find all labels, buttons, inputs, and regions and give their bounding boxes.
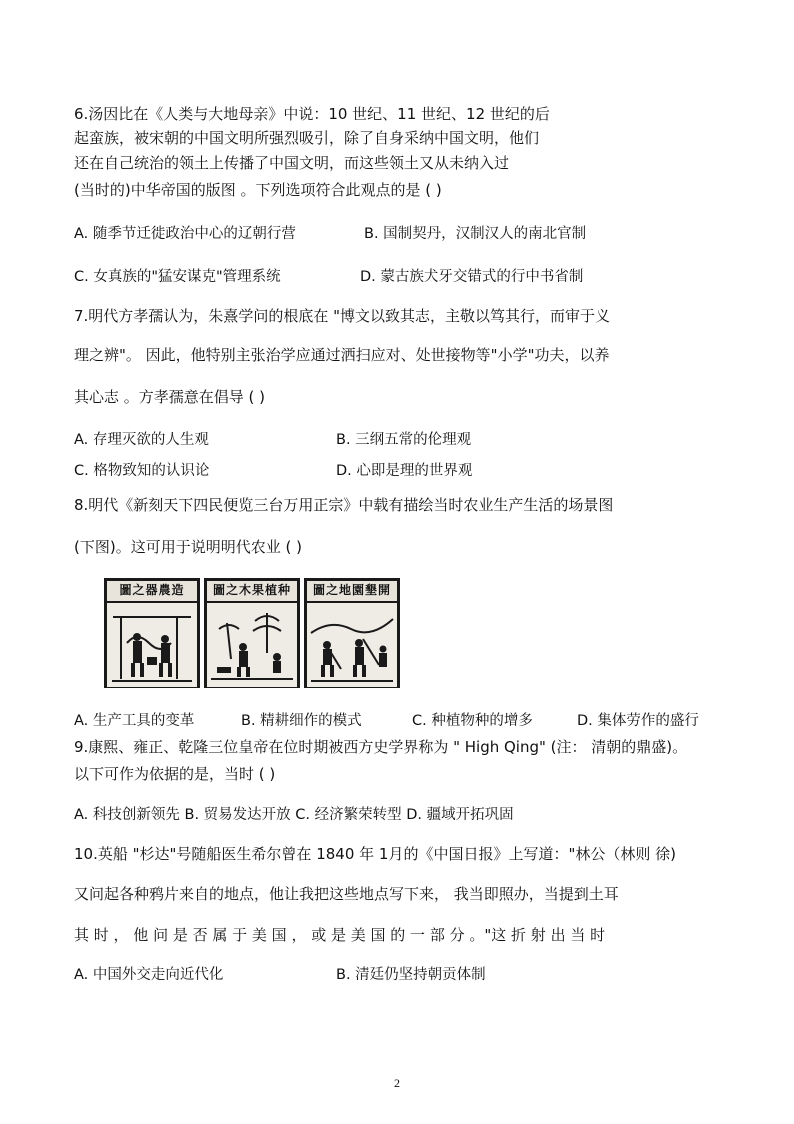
panel-title-tools: 圖之器農造 (107, 581, 197, 603)
q6-option-c[interactable]: C. 女真族的"猛安谋克"管理系统 (74, 269, 281, 285)
q10-option-a[interactable]: A. 中国外交走向近代化 (74, 967, 224, 983)
q6-line-1: 6.汤因比在《人类与大地母亲》中说：10 世纪、11 世纪、12 世纪的后 (74, 105, 550, 123)
q6-option-b[interactable]: B. 国制契丹，汉制汉人的南北官制 (364, 226, 587, 242)
q10-option-b[interactable]: B. 清廷仍坚持朝贡体制 (336, 967, 486, 983)
q8-option-a[interactable]: A. 生产工具的变革 (74, 713, 195, 729)
q8-option-b[interactable]: B. 精耕细作的模式 (241, 713, 362, 729)
planting-trees-illustration (207, 603, 297, 687)
q7-option-c[interactable]: C. 格物致知的认识论 (74, 463, 210, 479)
q6-option-d[interactable]: D. 蒙古族犬牙交错式的行中书省制 (360, 269, 584, 285)
q6-line-3: 还在自己统治的领土上传播了中国文明，而这些领土又从未纳入过 (74, 154, 510, 172)
panel-title-reclaiming: 圖之地園墾開 (307, 581, 397, 603)
page-number: 2 (394, 1076, 400, 1090)
q7-line-3: 其心志 。方孝孺意在倡导 ( ) (74, 388, 266, 406)
q6-line-4: (当时的)中华帝国的版图 。下列选项符合此观点的是 ( ) (74, 181, 442, 199)
q7-line-1: 7.明代方孝孺认为，朱熹学问的根底在 "博文以致其志，主敬以笃其行，而审于义 (74, 307, 610, 325)
q9-line-1: 9.康熙、雍正、乾隆三位皇帝在位时期被西方史学界称为 " High Qing" (注： 清朝的鼎盛)。 (74, 738, 688, 756)
woodblock-panel-planting (204, 578, 300, 688)
q10-line-1: 10.英船 "杉达"号随船医生希尔曾在 1840 年 1月的《中国日报》上写道："林公（林则 徐) (74, 845, 676, 863)
q7-option-d[interactable]: D. 心即是理的世界观 (336, 463, 473, 479)
woodblock-panel-tools (104, 578, 200, 688)
q8-line-2: (下图)。这可用于说明明代农业 ( ) (74, 538, 302, 556)
q6-option-a[interactable]: A. 随季节迁徙政治中心的辽朝行营 (74, 226, 296, 242)
reclaiming-land-illustration (307, 603, 397, 687)
q8-option-d[interactable]: D. 集体劳作的盛行 (577, 713, 699, 729)
woodblock-panel-reclaiming (304, 578, 400, 688)
q8-line-1: 8.明代《新刻天下四民便览三台万用正宗》中载有描绘当时农业生产生活的场景图 (74, 496, 614, 514)
q7-line-2: 理之辨"。 因此，他特别主张治学应通过洒扫应对、处世接物等"小学"功夫，以养 (74, 346, 610, 364)
q6-line-2: 起蛮族，被宋朝的中国文明所强烈吸引，除了自身采纳中国文明，他们 (74, 129, 540, 147)
q7-option-b[interactable]: B. 三纲五常的伦理观 (336, 432, 472, 448)
q9-line-2: 以下可作为依据的是，当时 ( ) (74, 765, 276, 783)
q7-option-a[interactable]: A. 存理灭欲的人生观 (74, 432, 209, 448)
q8-option-c[interactable]: C. 种植物种的增多 (412, 713, 533, 729)
q10-line-3: 其 时 ， 他 问 是 否 属 于 美 国 ， 或 是 美 国 的 一 部 分 。"这 折 射 出 当 时 (74, 926, 606, 944)
q10-line-2: 又问起各种鸦片来自的地点，他让我把这些地点写下来， 我当即照办，当提到土耳 (74, 885, 619, 903)
panel-title-planting: 圖之木果植种 (207, 581, 297, 603)
farm-tools-illustration (107, 603, 197, 687)
q9-options[interactable]: A. 科技创新领先 B. 贸易发达开放 C. 经济繁荣转型 D. 疆域开拓巩固 (74, 807, 514, 823)
